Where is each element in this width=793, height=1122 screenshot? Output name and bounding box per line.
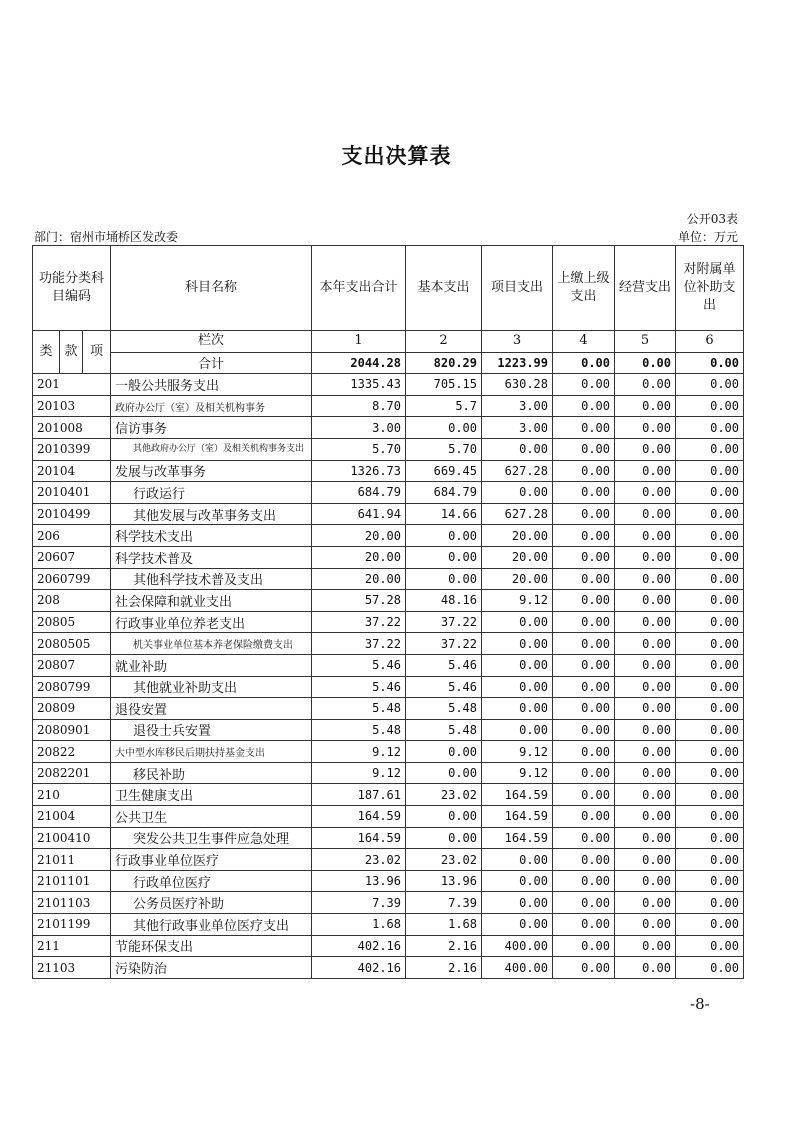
row-code: 2101103 [33, 892, 111, 914]
row-value: 5.46 [406, 676, 482, 698]
table-number: 公开03表 [686, 212, 738, 226]
row-value: 20.00 [312, 568, 406, 590]
table-row [33, 806, 744, 828]
row-value: 0.00 [553, 395, 615, 417]
row-value: 0.00 [676, 762, 744, 784]
row-value: 0.00 [553, 611, 615, 633]
header-c5: 经营支出 [615, 246, 676, 331]
row-value: 705.15 [406, 374, 482, 396]
row-code: 201 [33, 374, 111, 396]
row-value: 23.02 [406, 849, 482, 871]
row-value: 0.00 [553, 482, 615, 504]
row-value: 0.00 [553, 525, 615, 547]
row-value: 400.00 [482, 935, 553, 957]
row-code: 2010399 [33, 438, 111, 460]
row-value: 0.00 [615, 654, 676, 676]
row-value: 0.00 [406, 568, 482, 590]
row-value: 0.00 [553, 590, 615, 612]
row-value: 3.00 [482, 395, 553, 417]
row-value: 0.00 [615, 395, 676, 417]
row-value: 0.00 [553, 870, 615, 892]
row-value: 48.16 [406, 590, 482, 612]
table-row [33, 417, 744, 439]
row-value: 684.79 [406, 482, 482, 504]
row-code: 2010401 [33, 482, 111, 504]
row-value: 0.00 [615, 914, 676, 936]
table-row [33, 374, 744, 396]
row-name: 信访事务 [111, 417, 312, 439]
row-code: 206 [33, 525, 111, 547]
row-value: 0.00 [553, 784, 615, 806]
row-value: 0.00 [676, 698, 744, 720]
row-value: 13.96 [312, 870, 406, 892]
row-value: 0.00 [615, 568, 676, 590]
total-value: 820.29 [406, 352, 482, 374]
table-row [33, 460, 744, 482]
row-code: 2080799 [33, 676, 111, 698]
row-value: 37.22 [406, 633, 482, 655]
row-name: 卫生健康支出 [111, 784, 312, 806]
row-name: 突发公共卫生事件应急处理 [111, 827, 312, 849]
table-row [33, 395, 744, 417]
row-name: 大中型水库移民后期扶持基金支出 [111, 741, 312, 763]
row-value: 0.00 [615, 503, 676, 525]
row-value: 402.16 [312, 957, 406, 979]
row-value: 0.00 [553, 568, 615, 590]
row-value: 0.00 [676, 460, 744, 482]
row-value: 0.00 [553, 633, 615, 655]
row-value: 1.68 [312, 914, 406, 936]
row-value: 0.00 [482, 892, 553, 914]
row-value: 0.00 [553, 438, 615, 460]
row-value: 0.00 [676, 611, 744, 633]
row-code: 21004 [33, 806, 111, 828]
row-code: 2101199 [33, 914, 111, 936]
row-value: 37.22 [312, 633, 406, 655]
row-code: 201008 [33, 417, 111, 439]
row-value: 0.00 [553, 806, 615, 828]
row-value: 0.00 [615, 482, 676, 504]
table-row [33, 676, 744, 698]
table-row [33, 827, 744, 849]
row-value: 0.00 [615, 784, 676, 806]
header-kuan: 款 [60, 331, 83, 374]
row-name: 就业补助 [111, 654, 312, 676]
row-value: 0.00 [615, 870, 676, 892]
row-value: 0.00 [615, 525, 676, 547]
row-code: 208 [33, 590, 111, 612]
row-name: 机关事业单位基本养老保险缴费支出 [111, 633, 312, 655]
row-code: 20104 [33, 460, 111, 482]
header-xiang: 项 [83, 331, 111, 374]
table-row [33, 633, 744, 655]
total-value: 0.00 [553, 352, 615, 374]
row-value: 20.00 [482, 568, 553, 590]
row-name: 行政运行 [111, 482, 312, 504]
row-value: 0.00 [615, 438, 676, 460]
row-value: 0.00 [615, 849, 676, 871]
row-value: 0.00 [615, 460, 676, 482]
row-value: 0.00 [615, 374, 676, 396]
table-row [33, 590, 744, 612]
row-value: 0.00 [553, 741, 615, 763]
row-name: 政府办公厅（室）及相关机构事务 [111, 395, 312, 417]
page-number: -8- [690, 995, 710, 1013]
row-value: 0.00 [553, 849, 615, 871]
row-value: 0.00 [676, 590, 744, 612]
row-value: 0.00 [676, 914, 744, 936]
table-row [33, 849, 744, 871]
row-value: 5.46 [406, 654, 482, 676]
row-value: 0.00 [553, 374, 615, 396]
row-name: 污染防治 [111, 957, 312, 979]
row-value: 0.00 [553, 546, 615, 568]
row-value: 3.00 [482, 417, 553, 439]
row-value: 0.00 [482, 698, 553, 720]
col-index: 2 [406, 331, 482, 353]
row-value: 0.00 [676, 741, 744, 763]
row-value: 0.00 [553, 762, 615, 784]
row-value: 2.16 [406, 935, 482, 957]
row-value: 0.00 [615, 892, 676, 914]
row-name: 退役士兵安置 [111, 719, 312, 741]
row-name: 公共卫生 [111, 806, 312, 828]
page-title: 支出决算表 [341, 143, 452, 168]
row-name: 退役安置 [111, 698, 312, 720]
row-value: 0.00 [615, 546, 676, 568]
row-value: 13.96 [406, 870, 482, 892]
table-row [33, 762, 744, 784]
row-value: 0.00 [553, 935, 615, 957]
row-value: 627.28 [482, 503, 553, 525]
row-value: 7.39 [312, 892, 406, 914]
row-value: 0.00 [406, 827, 482, 849]
row-value: 8.70 [312, 395, 406, 417]
row-value: 0.00 [615, 806, 676, 828]
header-c3: 项目支出 [482, 246, 553, 331]
row-value: 0.00 [676, 870, 744, 892]
row-value: 0.00 [406, 806, 482, 828]
table-row [33, 741, 744, 763]
row-value: 684.79 [312, 482, 406, 504]
table-row [33, 784, 744, 806]
row-value: 5.7 [406, 395, 482, 417]
header-lanci: 栏次 [111, 331, 312, 353]
row-code: 21103 [33, 957, 111, 979]
row-value: 0.00 [676, 395, 744, 417]
row-name: 行政事业单位养老支出 [111, 611, 312, 633]
total-value: 0.00 [615, 352, 676, 374]
header-c4: 上缴上级支出 [553, 246, 615, 331]
row-code: 2082201 [33, 762, 111, 784]
row-value: 0.00 [482, 633, 553, 655]
row-name: 一般公共服务支出 [111, 374, 312, 396]
row-value: 164.59 [482, 827, 553, 849]
row-value: 0.00 [615, 676, 676, 698]
row-value: 0.00 [482, 438, 553, 460]
row-value: 0.00 [676, 374, 744, 396]
row-value: 0.00 [676, 676, 744, 698]
department-label: 部门：宿州市埇桥区发改委 [34, 230, 179, 244]
row-code: 2060799 [33, 568, 111, 590]
row-value: 0.00 [676, 654, 744, 676]
row-name: 其他就业补助支出 [111, 676, 312, 698]
table-row [33, 654, 744, 676]
row-value: 9.12 [482, 762, 553, 784]
row-value: 164.59 [312, 827, 406, 849]
row-code: 20809 [33, 698, 111, 720]
col-index: 3 [482, 331, 553, 353]
row-value: 2.16 [406, 957, 482, 979]
row-value: 0.00 [615, 590, 676, 612]
row-code: 2080505 [33, 633, 111, 655]
row-value: 0.00 [676, 719, 744, 741]
row-value: 9.12 [312, 741, 406, 763]
row-value: 0.00 [553, 698, 615, 720]
row-value: 0.00 [676, 525, 744, 547]
table-row [33, 698, 744, 720]
row-value: 37.22 [406, 611, 482, 633]
table-row [33, 546, 744, 568]
row-value: 0.00 [553, 827, 615, 849]
col-index: 4 [553, 331, 615, 353]
row-value: 187.61 [312, 784, 406, 806]
row-code: 2010499 [33, 503, 111, 525]
row-value: 0.00 [406, 741, 482, 763]
row-value: 0.00 [676, 935, 744, 957]
row-value: 9.12 [482, 741, 553, 763]
unit-label: 单位：万元 [677, 230, 738, 244]
header-c6: 对附属单位补助支出 [676, 246, 744, 331]
row-value: 0.00 [406, 546, 482, 568]
row-value: 7.39 [406, 892, 482, 914]
row-value: 0.00 [676, 503, 744, 525]
row-value: 0.00 [553, 460, 615, 482]
row-value: 0.00 [676, 806, 744, 828]
total-value: 1223.99 [482, 352, 553, 374]
row-value: 0.00 [676, 482, 744, 504]
row-value: 0.00 [676, 633, 744, 655]
row-value: 5.48 [312, 698, 406, 720]
row-value: 20.00 [312, 525, 406, 547]
total-label: 合计 [111, 352, 312, 374]
row-name: 发展与改革事务 [111, 460, 312, 482]
row-value: 0.00 [615, 762, 676, 784]
row-value: 5.70 [312, 438, 406, 460]
row-value: 0.00 [553, 719, 615, 741]
row-value: 23.02 [406, 784, 482, 806]
row-name: 其他政府办公厅（室）及相关机构事务支出 [111, 438, 312, 460]
row-value: 0.00 [406, 762, 482, 784]
row-value: 0.00 [553, 676, 615, 698]
row-value: 9.12 [312, 762, 406, 784]
row-value: 57.28 [312, 590, 406, 612]
row-value: 0.00 [553, 957, 615, 979]
row-value: 164.59 [482, 784, 553, 806]
row-name: 其他科学技术普及支出 [111, 568, 312, 590]
row-code: 20607 [33, 546, 111, 568]
row-value: 37.22 [312, 611, 406, 633]
row-value: 0.00 [615, 719, 676, 741]
row-value: 630.28 [482, 374, 553, 396]
row-value: 0.00 [482, 914, 553, 936]
row-name: 行政单位医疗 [111, 870, 312, 892]
row-value: 1326.73 [312, 460, 406, 482]
row-name: 其他行政事业单位医疗支出 [111, 914, 312, 936]
row-value: 20.00 [482, 525, 553, 547]
row-value: 400.00 [482, 957, 553, 979]
row-value: 0.00 [676, 827, 744, 849]
table-row [33, 482, 744, 504]
table-row [33, 503, 744, 525]
row-code: 2100410 [33, 827, 111, 849]
header-code: 功能分类科目编码 [33, 246, 111, 331]
header-lei: 类 [33, 331, 60, 374]
col-index: 1 [312, 331, 406, 353]
row-value: 0.00 [676, 568, 744, 590]
table-row [33, 525, 744, 547]
header-name: 科目名称 [111, 246, 312, 331]
row-name: 社会保障和就业支出 [111, 590, 312, 612]
row-value: 0.00 [553, 914, 615, 936]
row-value: 0.00 [482, 676, 553, 698]
row-value: 3.00 [312, 417, 406, 439]
header-c1: 本年支出合计 [312, 246, 406, 331]
row-value: 0.00 [553, 654, 615, 676]
row-name: 节能环保支出 [111, 935, 312, 957]
row-code: 2101101 [33, 870, 111, 892]
row-value: 0.00 [482, 719, 553, 741]
row-value: 0.00 [553, 892, 615, 914]
col-index: 6 [676, 331, 744, 353]
row-value: 0.00 [615, 957, 676, 979]
row-value: 402.16 [312, 935, 406, 957]
row-name: 其他发展与改革事务支出 [111, 503, 312, 525]
row-name: 公务员医疗补助 [111, 892, 312, 914]
row-value: 164.59 [482, 806, 553, 828]
row-value: 5.46 [312, 676, 406, 698]
row-value: 0.00 [553, 417, 615, 439]
row-code: 2080901 [33, 719, 111, 741]
row-value: 0.00 [676, 546, 744, 568]
row-value: 0.00 [553, 503, 615, 525]
row-value: 1.68 [406, 914, 482, 936]
row-value: 0.00 [676, 417, 744, 439]
header-c2: 基本支出 [406, 246, 482, 331]
row-value: 0.00 [615, 741, 676, 763]
row-code: 20103 [33, 395, 111, 417]
table-row [33, 611, 744, 633]
row-value: 0.00 [482, 654, 553, 676]
row-name: 科学技术普及 [111, 546, 312, 568]
row-value: 0.00 [406, 525, 482, 547]
row-value: 0.00 [676, 784, 744, 806]
table-row [33, 957, 744, 979]
row-value: 0.00 [676, 438, 744, 460]
row-value: 0.00 [676, 892, 744, 914]
table-row [33, 438, 744, 460]
table-row [33, 892, 744, 914]
row-value: 23.02 [312, 849, 406, 871]
row-value: 0.00 [482, 849, 553, 871]
table-row [33, 870, 744, 892]
table-row [33, 935, 744, 957]
row-value: 0.00 [615, 698, 676, 720]
row-value: 627.28 [482, 460, 553, 482]
table-row [33, 914, 744, 936]
total-value: 2044.28 [312, 352, 406, 374]
row-value: 1335.43 [312, 374, 406, 396]
row-value: 669.45 [406, 460, 482, 482]
row-value: 0.00 [615, 827, 676, 849]
row-value: 5.46 [312, 654, 406, 676]
row-value: 14.66 [406, 503, 482, 525]
row-value: 5.70 [406, 438, 482, 460]
row-code: 210 [33, 784, 111, 806]
row-name: 移民补助 [111, 762, 312, 784]
row-name: 科学技术支出 [111, 525, 312, 547]
row-value: 0.00 [406, 417, 482, 439]
row-code: 20822 [33, 741, 111, 763]
row-value: 5.48 [406, 719, 482, 741]
row-value: 0.00 [615, 935, 676, 957]
col-index: 5 [615, 331, 676, 353]
row-value: 5.48 [406, 698, 482, 720]
row-value: 0.00 [676, 849, 744, 871]
table-row [33, 719, 744, 741]
row-code: 211 [33, 935, 111, 957]
row-value: 5.48 [312, 719, 406, 741]
row-value: 20.00 [312, 546, 406, 568]
row-code: 20805 [33, 611, 111, 633]
row-value: 641.94 [312, 503, 406, 525]
row-value: 20.00 [482, 546, 553, 568]
row-value: 0.00 [615, 417, 676, 439]
expenditure-table [32, 245, 744, 979]
row-code: 21011 [33, 849, 111, 871]
row-value: 164.59 [312, 806, 406, 828]
row-name: 行政事业单位医疗 [111, 849, 312, 871]
row-value: 0.00 [615, 633, 676, 655]
row-value: 0.00 [482, 611, 553, 633]
row-value: 0.00 [615, 611, 676, 633]
total-value: 0.00 [676, 352, 744, 374]
row-value: 0.00 [676, 957, 744, 979]
table-row [33, 568, 744, 590]
row-code: 20807 [33, 654, 111, 676]
row-value: 0.00 [482, 870, 553, 892]
row-value: 9.12 [482, 590, 553, 612]
row-value: 0.00 [482, 482, 553, 504]
